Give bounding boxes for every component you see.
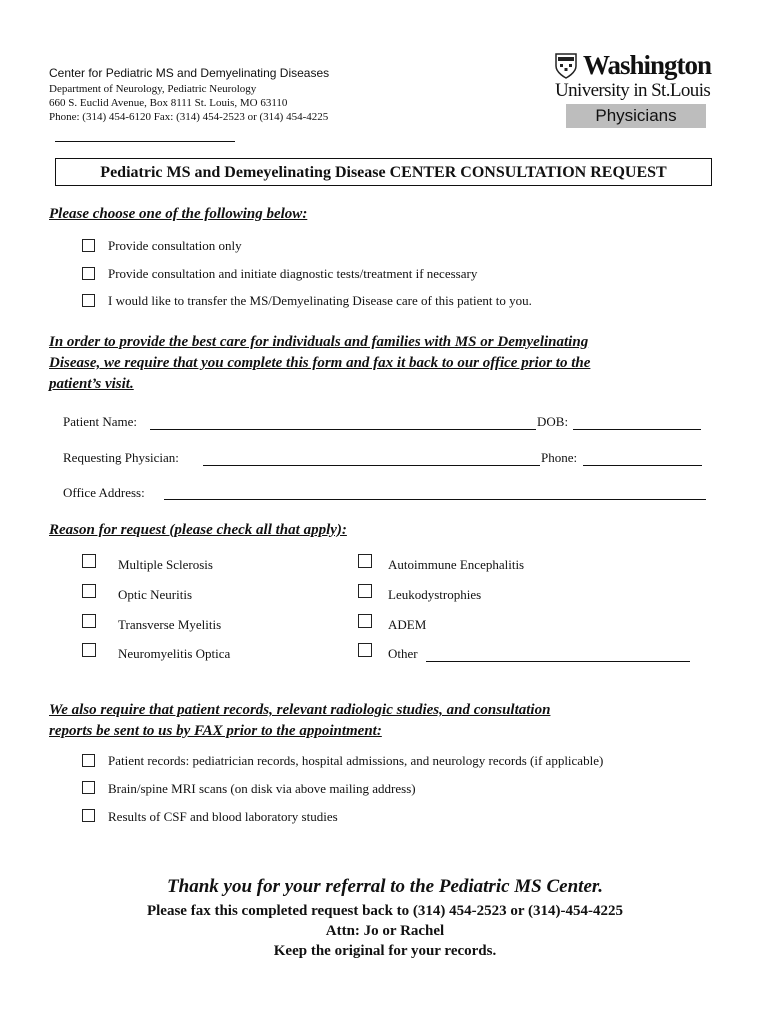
office-address-label: Office Address: <box>63 485 145 500</box>
address: 660 S. Euclid Avenue, Box 8111 St. Louis, MO 63110 <box>49 97 288 109</box>
requirement-line-3: patient’s visit. <box>49 376 134 392</box>
checkbox-consultation-and-tests[interactable] <box>82 267 95 280</box>
requesting-physician-label: Requesting Physician: <box>63 450 179 465</box>
checkbox-transfer-care[interactable] <box>82 294 95 307</box>
checkbox-leukodystrophies[interactable] <box>358 584 372 598</box>
thank-you-message: Thank you for your referral to the Pediatric MS Center. <box>167 876 603 897</box>
checkbox-consultation-only[interactable] <box>82 239 95 252</box>
option-consultation-and-tests: Provide consultation and initiate diagnostic tests/treatment if necessary <box>108 266 478 281</box>
phone-label: Phone: <box>541 450 578 465</box>
checkbox-optic-neuritis[interactable] <box>82 584 96 598</box>
reason-adem: ADEM <box>388 617 427 632</box>
records-heading-line-2: reports be sent to us by FAX prior to the appointment: <box>49 723 382 739</box>
phone-field[interactable] <box>583 465 702 466</box>
checkbox-other[interactable] <box>358 643 372 657</box>
records-patient-records: Patient records: pediatrician records, hospital admissions, and neurology records (if applicable) <box>108 753 604 768</box>
logo-physicians-bar <box>566 104 706 128</box>
reason-other: Other <box>388 646 418 661</box>
reason-optic-neuritis: Optic Neuritis <box>118 587 193 602</box>
patient-name-label: Patient Name: <box>63 414 138 429</box>
dob-label: DOB: <box>537 414 569 429</box>
fax-instructions: Please fax this completed request back to (314) 454-2523 or (314)-454-4225 <box>146 903 624 919</box>
checkbox-mri-scans[interactable] <box>82 781 95 794</box>
center-name: Center for Pediatric MS and Demyelinating Diseases <box>49 66 330 80</box>
keep-original-note: Keep the original for your records. <box>273 943 497 959</box>
checkbox-adem[interactable] <box>358 614 372 628</box>
option-consultation-only: Provide consultation only <box>108 238 242 253</box>
contact-phone: Phone: (314) 454-6120 Fax: (314) 454-2523 or (314) 454-4225 <box>49 111 329 123</box>
dob-field[interactable] <box>573 429 701 430</box>
records-lab-studies: Results of CSF and blood laboratory studies <box>108 809 338 824</box>
form-title: Pediatric MS and Demeyelinating Disease CENTER CONSULTATION REQUEST <box>100 164 667 181</box>
office-address-field[interactable] <box>164 499 706 500</box>
reason-autoimmune-encephalitis: Autoimmune Encephalitis <box>388 557 525 572</box>
form-title-box <box>55 158 712 186</box>
checkbox-lab-studies[interactable] <box>82 809 95 822</box>
reason-neuromyelitis-optica: Neuromyelitis Optica <box>118 646 231 661</box>
logo-physicians-label: Physicians <box>595 106 677 125</box>
patient-name-field[interactable] <box>150 429 536 430</box>
requesting-physician-field[interactable] <box>203 465 540 466</box>
attention-line: Attn: Jo or Rachel <box>325 923 445 939</box>
records-heading-line-1: We also require that patient records, relevant radiologic studies, and consultation <box>49 702 551 718</box>
records-mri-scans: Brain/spine MRI scans (on disk via above mailing address) <box>108 781 416 796</box>
reason-leukodystrophies: Leukodystrophies <box>388 587 482 602</box>
reason-multiple-sclerosis: Multiple Sclerosis <box>118 557 213 572</box>
requirement-line-1: In order to provide the best care for individuals and families with MS or Demyelinating <box>49 334 589 350</box>
logo-word-washington: Washington <box>583 50 712 80</box>
other-reason-field[interactable] <box>426 661 690 662</box>
checkbox-neuromyelitis-optica[interactable] <box>82 643 96 657</box>
reason-transverse-myelitis: Transverse Myelitis <box>118 617 222 632</box>
header-divider <box>55 141 235 142</box>
department: Department of Neurology, Pediatric Neurology <box>49 83 257 95</box>
checkbox-transverse-myelitis[interactable] <box>82 614 96 628</box>
choose-heading: Please choose one of the following below: <box>49 206 308 222</box>
option-transfer-care: I would like to transfer the MS/Demyelinating Disease care of this patient to you. <box>108 293 532 308</box>
checkbox-autoimmune-encephalitis[interactable] <box>358 554 372 568</box>
checkbox-multiple-sclerosis[interactable] <box>82 554 96 568</box>
requirement-line-2: Disease, we require that you complete this form and fax it back to our office prior to the <box>49 355 591 371</box>
checkbox-patient-records[interactable] <box>82 754 95 767</box>
university-logo <box>553 50 718 132</box>
shield-icon <box>555 53 577 79</box>
reason-heading: Reason for request (please check all that apply): <box>49 522 347 538</box>
logo-word-university: University in St.Louis <box>555 80 711 101</box>
